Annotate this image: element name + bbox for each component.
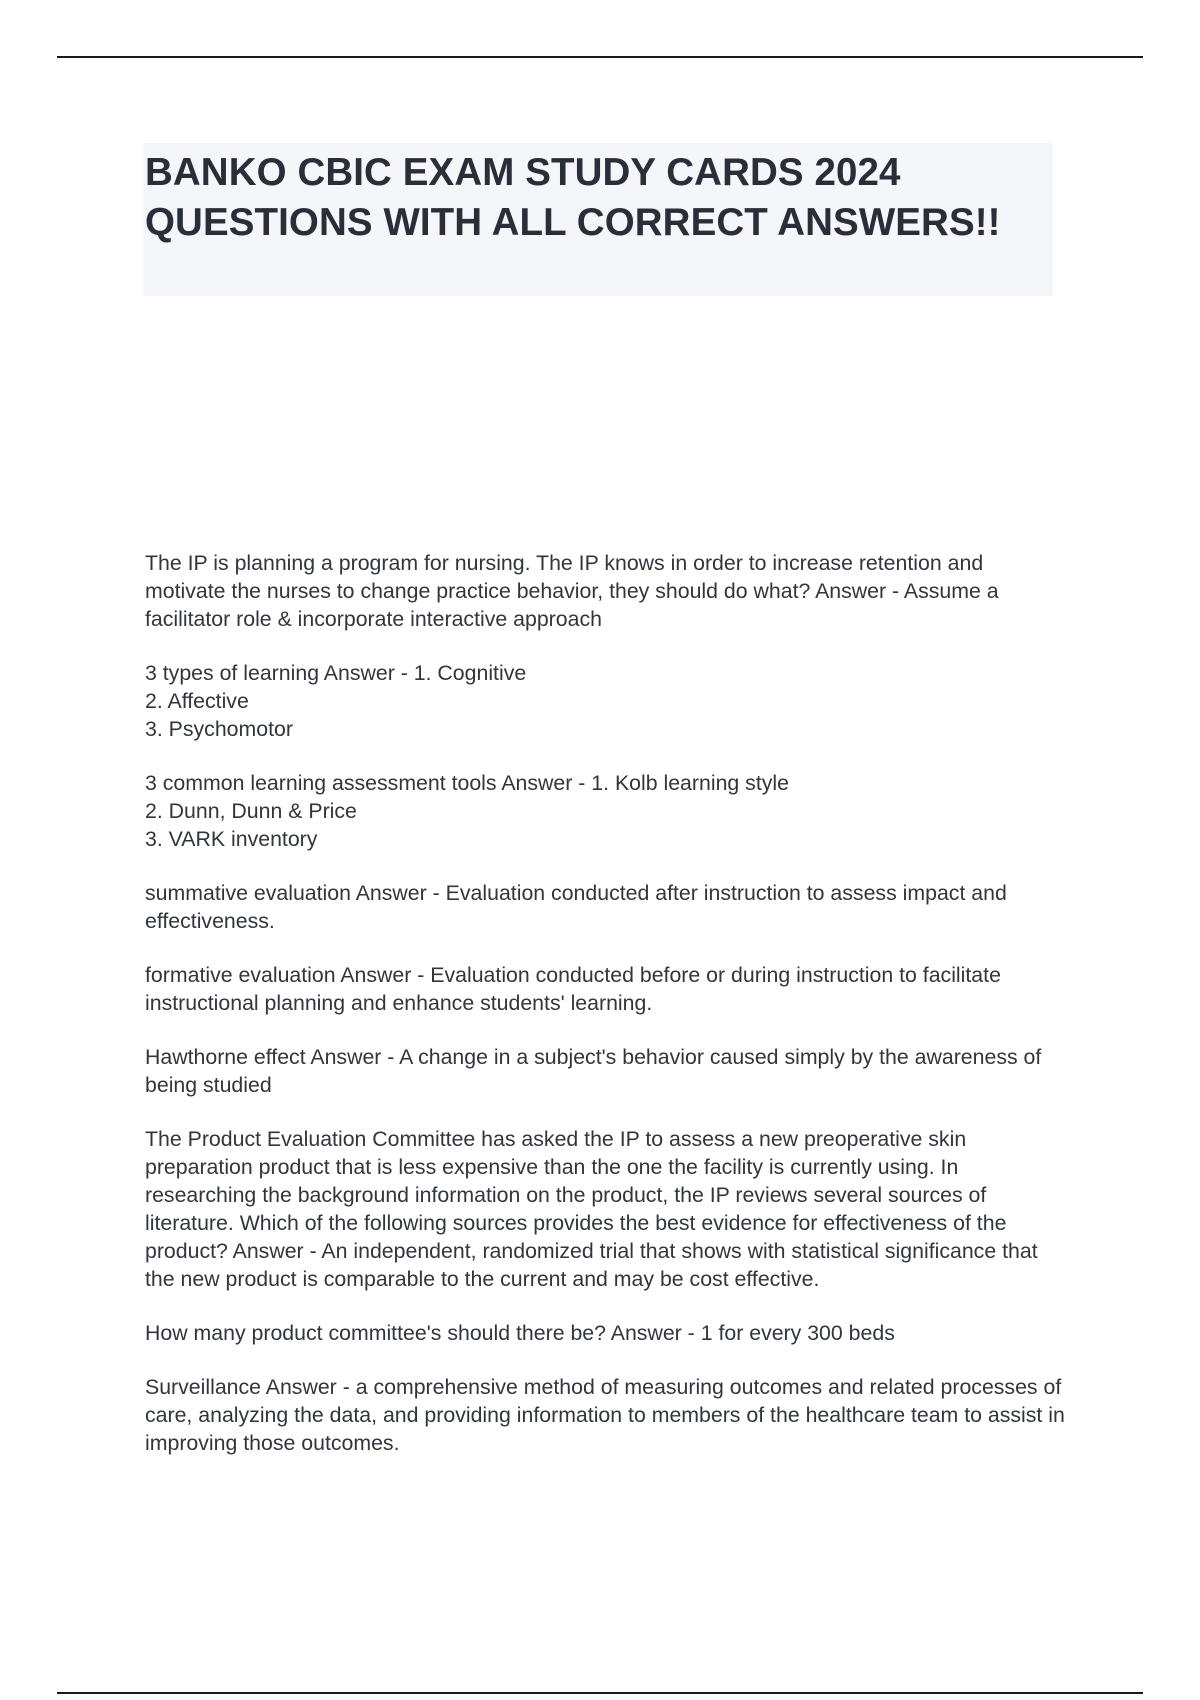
card-question: How many product committee's should there be? <box>145 1321 606 1345</box>
card-question: formative evaluation <box>145 963 336 987</box>
answer-label: Answer - <box>261 1375 356 1399</box>
study-card <box>145 879 1065 935</box>
card-answer: a comprehensive method of measuring outcomes and related processes of care, analyzing the data, and providing information to members of the healthcare team to assist in improving those outcomes. <box>145 1375 1065 1455</box>
bottom-rule <box>57 1692 1143 1694</box>
card-answer: Evaluation conducted before or during instruction to facilitate instructional planning and enhance students' learning. <box>145 963 1001 1015</box>
card-first-line <box>145 659 1065 687</box>
card-answer: Assume a facilitator role & incorporate interactive approach <box>145 579 999 631</box>
card-question: 3 types of learning <box>145 661 320 685</box>
card-answer: A change in a subject's behavior caused simply by the awareness of being studied <box>145 1045 1042 1097</box>
answer-label: Answer - <box>319 661 414 685</box>
answer-label: Answer - <box>496 771 592 795</box>
study-card <box>145 769 1065 853</box>
card-answer: 1 for every 300 beds <box>700 1321 895 1345</box>
card-question: Hawthorne effect <box>145 1045 306 1069</box>
card-answer-line: 1. Cognitive <box>413 661 527 685</box>
card-answer-line: 3. VARK inventory <box>145 827 318 851</box>
study-card <box>145 659 1065 743</box>
answer-label: Answer - <box>810 579 904 603</box>
top-rule <box>57 56 1143 58</box>
answer-label: Answer - <box>350 881 446 905</box>
card-answer-line: 1. Kolb learning style <box>591 771 789 795</box>
card-first-line <box>145 769 1065 797</box>
study-card <box>145 1373 1065 1457</box>
study-cards <box>145 549 1065 1483</box>
title-block <box>143 143 1053 296</box>
card-question: The IP is planning a program for nursing. The IP knows in order to increase retention and motivate the nurses to change practice behavior, they should do what? <box>145 551 984 603</box>
card-answer-line: 3. Psychomotor <box>145 717 293 741</box>
card-question: Surveillance <box>145 1375 262 1399</box>
card-answer-line: 2. Dunn, Dunn & Price <box>145 799 357 823</box>
answer-label: Answer - <box>335 963 431 987</box>
card-answer: An independent, randomized trial that shows with statistical significance that the new product is comparable to the current and may be cost effective. <box>145 1239 1038 1291</box>
study-card <box>145 549 1065 633</box>
card-question: summative evaluation <box>145 881 351 905</box>
study-card <box>145 1043 1065 1099</box>
document-title: BANKO CBIC EXAM STUDY CARDS 2024 QUESTIONS WITH ALL CORRECT ANSWERS!! <box>145 151 1001 244</box>
answer-label: Answer - <box>227 1239 322 1263</box>
answer-label: Answer - <box>606 1321 701 1345</box>
card-answer-line: 2. Affective <box>145 689 249 713</box>
card-answer: Evaluation conducted after instruction to assess impact and effectiveness. <box>145 881 1007 933</box>
card-question: 3 common learning assessment tools <box>145 771 497 795</box>
study-card <box>145 961 1065 1017</box>
study-card <box>145 1319 1065 1347</box>
card-question: The Product Evaluation Committee has asked the IP to assess a new preoperative skin preparation product that is less expensive than the one the facility is currently using. In researching the background information on the product, the IP reviews several sources of literature. Which of the following sources provides the best evidence for effectiveness of the product? <box>145 1127 1007 1263</box>
study-card <box>145 1125 1065 1293</box>
answer-label: Answer - <box>305 1045 400 1069</box>
